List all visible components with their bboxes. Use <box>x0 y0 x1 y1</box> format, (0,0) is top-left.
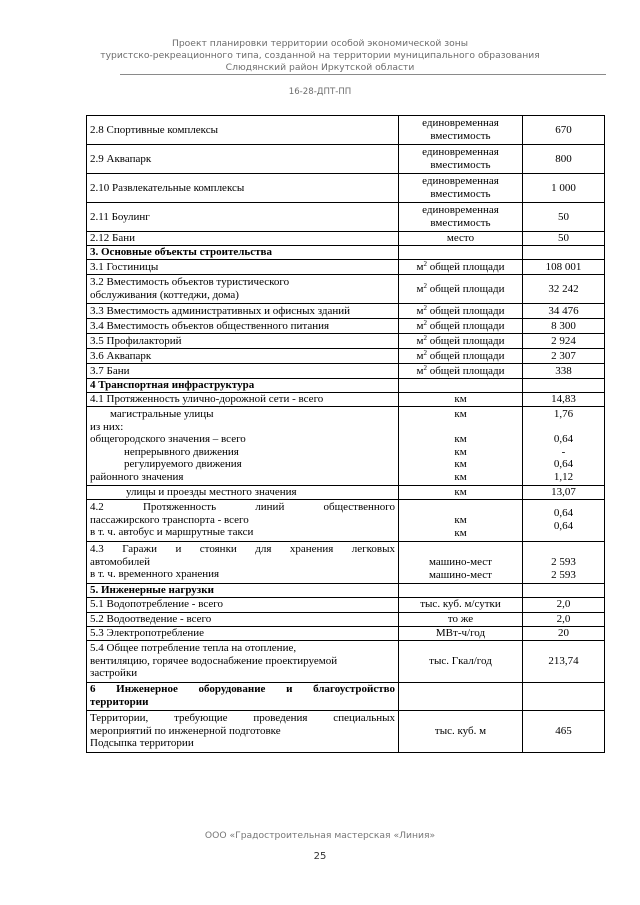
row-name: 5.4 Общее потребление тепла на отопление, вентиляцию, горячее водоснабжение проектируемой застройки <box>87 640 399 682</box>
row-value: 2 307 <box>523 349 605 364</box>
row-unit: $м^2$ общей площади <box>399 364 523 379</box>
row-value: 2,0 <box>523 612 605 626</box>
section-row <box>87 583 605 597</box>
row-name: 2.9 Аквапарк <box>87 145 399 174</box>
row-name: 4.3 Гаражи и стоянки для хранения легковых автомобилей в т. ч. временного хранения <box>87 541 399 583</box>
row-name: улицы и проезды местного значения <box>87 485 399 499</box>
row-value: 1 000 <box>523 174 605 203</box>
row-value: 20 <box>523 626 605 640</box>
row-unit: единовременная вместимость <box>399 145 523 174</box>
row-unit: единовременная вместимость <box>399 116 523 145</box>
row-units: км км км км км <box>399 407 523 486</box>
row-name: 3.3 Вместимость административных и офисных зданий <box>87 304 399 319</box>
row-value: 2 593 2 593 <box>523 541 605 583</box>
row-value: 34 476 <box>523 304 605 319</box>
table-row <box>87 174 605 203</box>
row-unit: тыс. Гкал/год <box>399 640 523 682</box>
row-value: 13,07 <box>523 485 605 499</box>
table-row <box>87 145 605 174</box>
row-value: 50 <box>523 203 605 232</box>
row-name: 5.2 Водоотведение - всего <box>87 612 399 626</box>
indicators-table <box>86 115 605 753</box>
row-unit: $м^2$ общей площади <box>399 319 523 334</box>
table-row <box>87 203 605 232</box>
row-unit: МВт-ч/год <box>399 626 523 640</box>
row-name: 5.3 Электропотребление <box>87 626 399 640</box>
row-value: 108 001 <box>523 260 605 275</box>
row-unit: единовременная вместимость <box>399 203 523 232</box>
row-name: 4.2 Протяженность линий общественного пассажирского транспорта - всего в т. ч. автобус и маршрутные такси <box>87 499 399 541</box>
table-row <box>87 304 605 319</box>
section-title: 3. Основные объекты строительства <box>87 246 399 260</box>
row-unit: место <box>399 232 523 246</box>
row-unit: $м^2$ общей площади <box>399 260 523 275</box>
row-value: 50 <box>523 232 605 246</box>
row-value: 338 <box>523 364 605 379</box>
row-value: 670 <box>523 116 605 145</box>
row-name: 3.1 Гостиницы <box>87 260 399 275</box>
table-row-group <box>87 407 605 486</box>
row-name: Территории, требующие проведения специальных мероприятий по инженерной подготовке Подсыпка территории <box>87 710 399 752</box>
row-unit: $м^2$ общей площади <box>399 334 523 349</box>
table-row <box>87 349 605 364</box>
table-row <box>87 319 605 334</box>
row-unit: км км <box>399 499 523 541</box>
row-value: 8 300 <box>523 319 605 334</box>
row-unit: км <box>399 485 523 499</box>
row-name: 2.12 Бани <box>87 232 399 246</box>
table-row <box>87 275 605 304</box>
header-line-1: Проект планировки территории особой экономической зоны <box>171 38 469 49</box>
row-value: 800 <box>523 145 605 174</box>
table-row <box>87 232 605 246</box>
row-name: 3.7 Бани <box>87 364 399 379</box>
table-row <box>87 364 605 379</box>
header-divider <box>120 74 606 75</box>
table-row <box>87 597 605 612</box>
row-unit: тыс. куб. м/сутки <box>399 597 523 612</box>
row-names: магистральные улицы из них: общегородского значения – всего непрерывного движения регулируемого движения районного значения <box>87 407 399 486</box>
row-value: 213,74 <box>523 640 605 682</box>
row-name: 2.8 Спортивные комплексы <box>87 116 399 145</box>
table-row <box>87 612 605 626</box>
row-name: 2.11 Боулинг <box>87 203 399 232</box>
header-line-2: туристско-рекреационного типа, созданной на территории муниципального образования <box>100 50 540 61</box>
row-value: 2 924 <box>523 334 605 349</box>
row-unit: $м^2$ общей площади <box>399 275 523 304</box>
section-row <box>87 379 605 393</box>
row-unit: $м^2$ общей площади <box>399 349 523 364</box>
table-row <box>87 499 605 541</box>
document-code: 16-28-ДПТ-ПП <box>288 87 352 97</box>
row-value: 14,83 <box>523 393 605 407</box>
section-title: 4 Транспортная инфраструктура <box>87 379 399 393</box>
row-unit: тыс. куб. м <box>399 710 523 752</box>
row-name: 5.1 Водопотребление - всего <box>87 597 399 612</box>
section-row <box>87 682 605 710</box>
header-line-3: Слюдянский район Иркутской области <box>225 62 415 73</box>
table-row <box>87 626 605 640</box>
row-value: 0,64 0,64 <box>523 499 605 541</box>
row-unit: машино-мест машино-мест <box>399 541 523 583</box>
table-row <box>87 260 605 275</box>
row-values: 1,76 0,64 - 0,64 1,12 <box>523 407 605 486</box>
table-row <box>87 541 605 583</box>
row-name: 3.4 Вместимость объектов общественного питания <box>87 319 399 334</box>
table-row <box>87 334 605 349</box>
row-value: 32 242 <box>523 275 605 304</box>
section-row <box>87 246 605 260</box>
row-name: 3.6 Аквапарк <box>87 349 399 364</box>
row-name: 3.5 Профилакторий <box>87 334 399 349</box>
row-name: 3.2 Вместимость объектов туристического обслуживания (коттеджи, дома) <box>87 275 399 304</box>
row-value: 2,0 <box>523 597 605 612</box>
row-name: 4.1 Протяженность улично-дорожной сети - всего <box>87 393 399 407</box>
row-unit: то же <box>399 612 523 626</box>
row-unit: км <box>399 393 523 407</box>
section-title: 5. Инженерные нагрузки <box>87 583 399 597</box>
table-row <box>87 116 605 145</box>
row-unit: $м^2$ общей площади <box>399 304 523 319</box>
row-name: 2.10 Развлекательные комплексы <box>87 174 399 203</box>
table-row <box>87 485 605 499</box>
footer-company: ООО «Градостроительная мастерская «Линия» <box>204 830 436 841</box>
row-value: 465 <box>523 710 605 752</box>
table-row <box>87 393 605 407</box>
table-row <box>87 640 605 682</box>
row-unit: единовременная вместимость <box>399 174 523 203</box>
section-title: 6 Инженерное оборудование и благоустройство территории <box>87 682 399 710</box>
table-row <box>87 710 605 752</box>
page-number: 25 <box>313 851 327 862</box>
